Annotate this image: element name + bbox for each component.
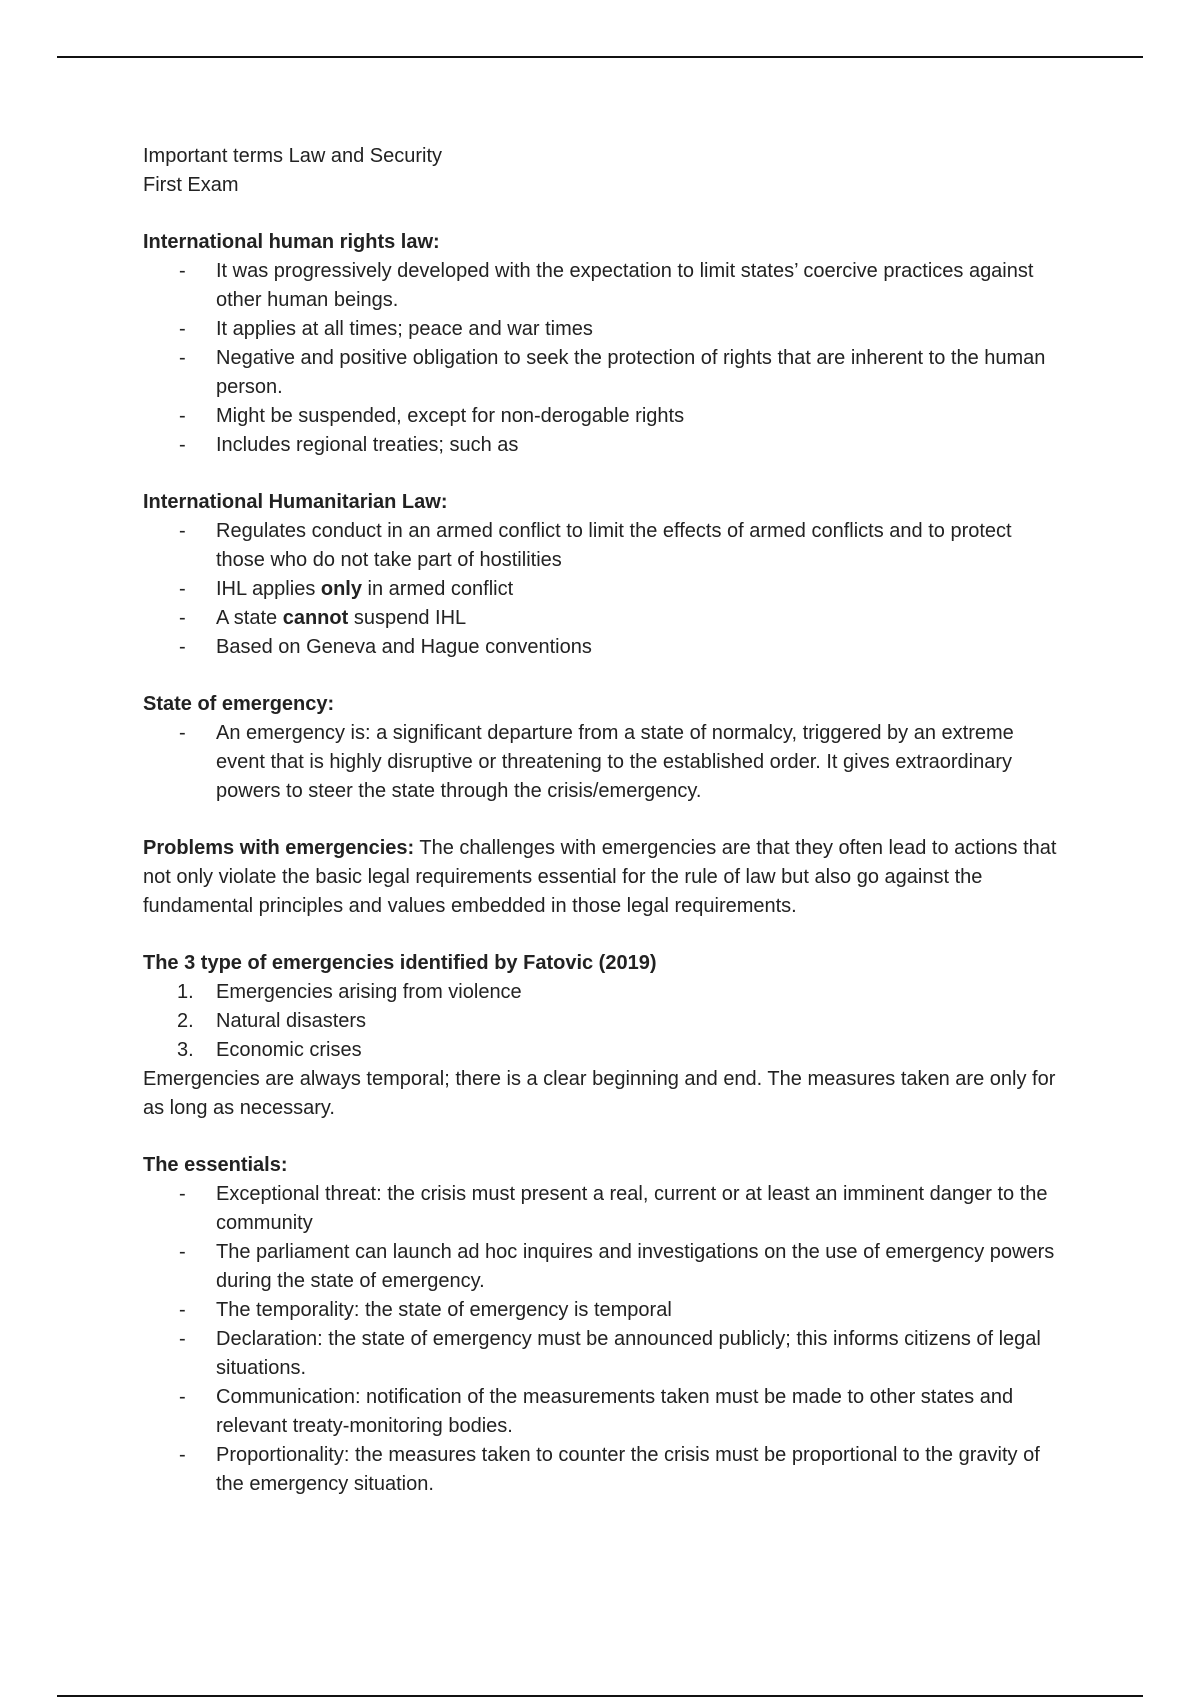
section-heading-essentials: The essentials: <box>143 1154 288 1176</box>
bottom-rule <box>57 1695 1143 1697</box>
problems-label: Problems with emergencies: <box>143 837 415 859</box>
temporal-paragraph: Emergencies are always temporal; there is a clear beginning and end. The measures taken are only for as long as necessary. <box>143 1068 1056 1119</box>
list-item: - The parliament can launch ad hoc inquires and investigations on the use of emergency powers during the state of emergency. <box>179 1241 1055 1292</box>
section-heading-state-of-emergency: State of emergency: <box>143 693 335 715</box>
list-item: - Communication: notification of the measurements taken must be made to other states and relevant treaty-monitoring bodies. <box>179 1386 1014 1437</box>
doc-subtitle: First Exam <box>143 174 239 196</box>
section-heading-ihl: International Humanitarian Law: <box>143 491 448 513</box>
list-item: - It was progressively developed with the expectation to limit states’ coercive practices against other human beings. <box>179 260 1034 311</box>
list-item: - Proportionality: the measures taken to counter the crisis must be proportional to the gravity of the emergency situation. <box>179 1444 1040 1495</box>
problems-paragraph: Problems with emergencies: The challenges with emergencies are that they often lead to actions that not only violate the basic legal requirements essential for the rule of law but also go against the fundamental principles and values embedded in those legal requirements. <box>143 837 1057 917</box>
ihl-list <box>143 517 1063 662</box>
list-item: - The temporality: the state of emergency is temporal <box>179 1299 672 1321</box>
document-body <box>143 142 1063 1499</box>
doc-title: Important terms Law and Security <box>143 145 443 167</box>
list-item: - Based on Geneva and Hague conventions <box>179 636 592 658</box>
list-item: 3. Economic crises <box>177 1039 362 1061</box>
list-item: - Might be suspended, except for non-derogable rights <box>179 405 685 427</box>
list-item: 2. Natural disasters <box>177 1010 367 1032</box>
section-heading-ihrl: International human rights law: <box>143 231 440 253</box>
list-item: 1. Emergencies arising from violence <box>177 981 522 1003</box>
top-rule <box>57 56 1143 58</box>
ihrl-list <box>143 257 1063 460</box>
list-item: - Exceptional threat: the crisis must present a real, current or at least an imminent danger to the community <box>179 1183 1048 1234</box>
essentials-list <box>143 1180 1063 1499</box>
list-item: - It applies at all times; peace and war times <box>179 318 593 340</box>
list-item: - Negative and positive obligation to seek the protection of rights that are inherent to the human person. <box>179 347 1046 398</box>
section-heading-types: The 3 type of emergencies identified by Fatovic (2019) <box>143 952 657 974</box>
emergency-list <box>143 719 1063 806</box>
types-list <box>143 978 1063 1065</box>
list-item: - A state cannot suspend IHL <box>179 607 467 629</box>
list-item: - Declaration: the state of emergency must be announced publicly; this informs citizens of legal situations. <box>179 1328 1041 1379</box>
list-item: - An emergency is: a significant departure from a state of normalcy, triggered by an extreme event that is highly disruptive or threatening to the established order. It gives extraordinary powers to steer the state through the crisis/emergency. <box>179 722 1014 802</box>
list-item: - IHL applies only in armed conflict <box>179 578 514 600</box>
list-item: - Includes regional treaties; such as <box>179 434 519 456</box>
list-item: - Regulates conduct in an armed conflict to limit the effects of armed conflicts and to protect those who do not take part of hostilities <box>179 520 1012 571</box>
